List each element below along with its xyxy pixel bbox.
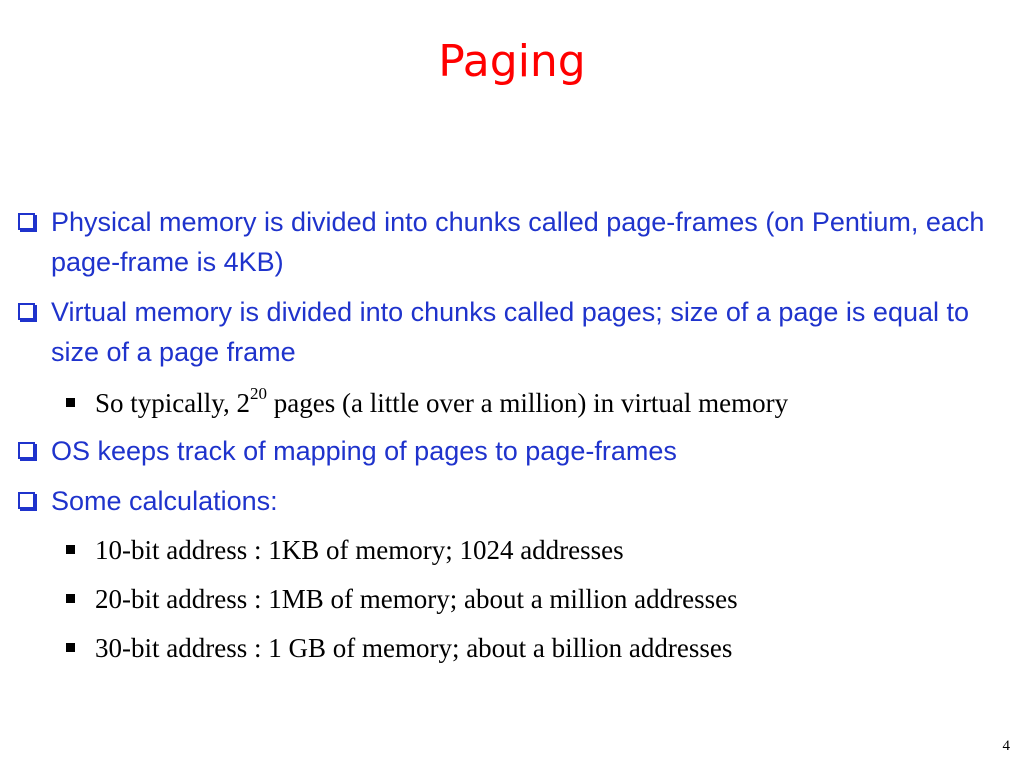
slide-title: Paging xyxy=(438,36,586,87)
bullet-calculations xyxy=(18,481,1018,521)
sub-bullet-text xyxy=(95,383,1006,423)
hollow-square-bullet-icon xyxy=(18,442,35,459)
sub-bullet-30bit xyxy=(66,628,1006,668)
sub-bullet-text: 30-bit address : 1 GB of memory; about a billion addresses xyxy=(95,633,733,663)
sub-bullet-10bit xyxy=(66,530,1006,570)
pages-exponent: 20 xyxy=(250,384,267,403)
bullet-text: Some calculations: xyxy=(51,486,278,516)
bullet-physical-memory xyxy=(18,202,1018,282)
filled-square-bullet-icon xyxy=(66,545,75,554)
page-number: 4 xyxy=(1002,738,1010,754)
hollow-square-bullet-icon xyxy=(18,492,35,509)
hollow-square-bullet-icon xyxy=(18,303,35,320)
bullet-os-mapping xyxy=(18,431,1018,471)
filled-square-bullet-icon xyxy=(66,594,75,603)
sub-bullet-pages-count xyxy=(66,383,1006,423)
bullet-virtual-memory xyxy=(18,292,1018,372)
sub-bullet-text: 10-bit address : 1KB of memory; 1024 addresses xyxy=(95,535,624,565)
bullet-text: Physical memory is divided into chunks called page-frames (on Pentium, each page-frame is 4KB) xyxy=(51,207,985,277)
sub-bullet-20bit xyxy=(66,579,1006,619)
pages-prefix: So typically, 2 xyxy=(95,388,250,418)
bullet-text: Virtual memory is divided into chunks called pages; size of a page is equal to size of a page frame xyxy=(51,297,970,367)
filled-square-bullet-icon xyxy=(66,398,75,407)
filled-square-bullet-icon xyxy=(66,643,75,652)
pages-suffix: pages (a little over a million) in virtual memory xyxy=(267,388,789,418)
sub-bullet-text: 20-bit address : 1MB of memory; about a million addresses xyxy=(95,584,738,614)
bullet-text: OS keeps track of mapping of pages to page-frames xyxy=(51,436,677,466)
hollow-square-bullet-icon xyxy=(18,213,35,230)
